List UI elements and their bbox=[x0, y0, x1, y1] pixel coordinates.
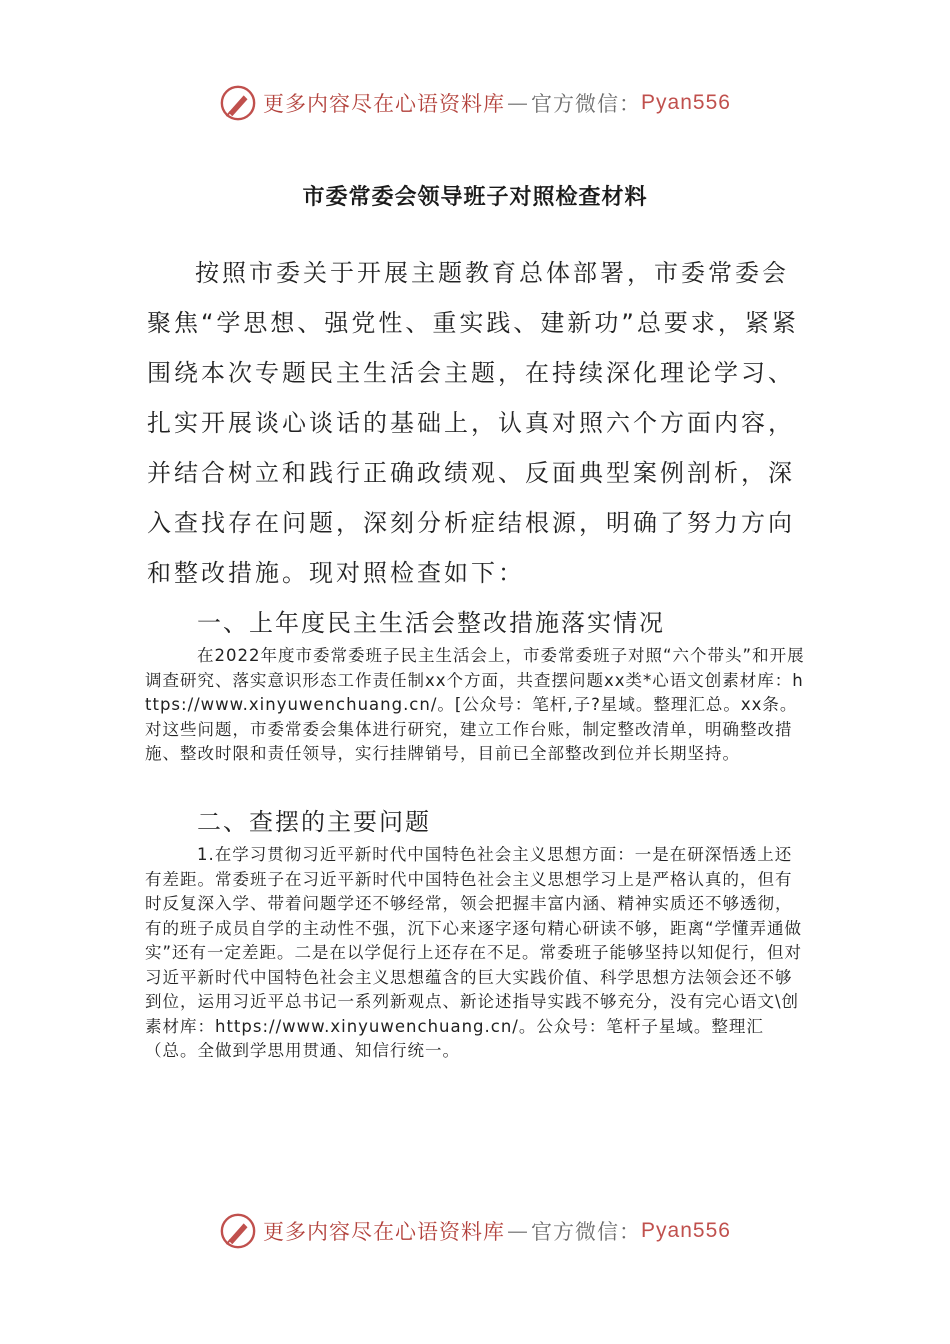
pen-logo-icon bbox=[219, 1212, 257, 1250]
footer-separator: — bbox=[507, 1219, 530, 1243]
pen-logo-icon bbox=[219, 84, 257, 122]
section-2-body: 1.在学习贯彻习近平新时代中国特色社会主义思想方面：一是在研深悟透上还有差距。常委班子在习近平新时代中国特色社会主义思想学习上是严格认真的，但有时反复深入学、带着问题学还不够经常，领会把握丰富内涵、精神实质还不够透彻，有的班子成员自学的主动性不强，沉下心来逐字逐句精心研读不够，距离“学懂弄通做实”还有一定差距。二是在以学促行上还存在不足。常委班子能够坚持以知促行，但对习近平新时代中国特色社会主义思想蕴含的巨大实践价值、科学思想方法领会还不够到位，运用习近平总书记一系列新观点、新论述指导实践不够充分，没有完心语文\创素材库：https://www.xinyuwenchuang.cn/。公众号：笔杆子星域。整理汇（总。全做到学思用贯通、知信行统一。 bbox=[145, 845, 803, 1060]
banner-brand: 更多内容尽在心语资料库 bbox=[263, 92, 506, 116]
section-1-body: 在2022年度市委常委班子民主生活会上，市委常委班子对照“六个带头”和开展调查研究、落实意识形态工作责任制xx个方面，共查摆问题xx类*心语文创素材库：https://www.xinyuwenchuang.cn/。[公众号：笔杆,子?星域。整理汇总。xx条。对这些问题，市委常委会集体进行研究，建立工作台账，制定整改清单，明确整改措施、整改时限和责任领导，实行挂牌销号，目前已全部整改到位并长期坚持。 bbox=[145, 646, 805, 763]
document-title: 市委常委会领导班子对照检查材料 bbox=[302, 185, 648, 210]
footer-wechat-id: Pyan556 bbox=[641, 1219, 731, 1242]
banner-wechat-label: 官方微信： bbox=[531, 92, 642, 116]
footer-brand: 更多内容尽在心语资料库 bbox=[263, 1220, 506, 1244]
header-banner bbox=[0, 84, 950, 122]
section-2-heading: 二、查摆的主要问题 bbox=[197, 808, 431, 836]
footer-wechat-label: 官方微信： bbox=[531, 1220, 642, 1244]
banner-wechat-id: Pyan556 bbox=[641, 91, 731, 114]
section-1-heading: 一、上年度民主生活会整改措施落实情况 bbox=[197, 609, 665, 637]
intro-paragraph: 按照市委关于开展主题教育总体部署，市委常委会聚焦“学思想、强党性、重实践、建新功”总要求，紧紧围绕本次专题民主生活会主题，在持续深化理论学习、扎实开展谈心谈话的基础上，认真对照六个方面内容，并结合树立和践行正确政绩观、反面典型案例剖析，深入查找存在问题，深刻分析症结根源，明确了努力方向和整改措施。现对照检查如下： bbox=[147, 259, 799, 587]
banner-separator: — bbox=[507, 91, 530, 115]
footer-banner bbox=[0, 1212, 950, 1250]
